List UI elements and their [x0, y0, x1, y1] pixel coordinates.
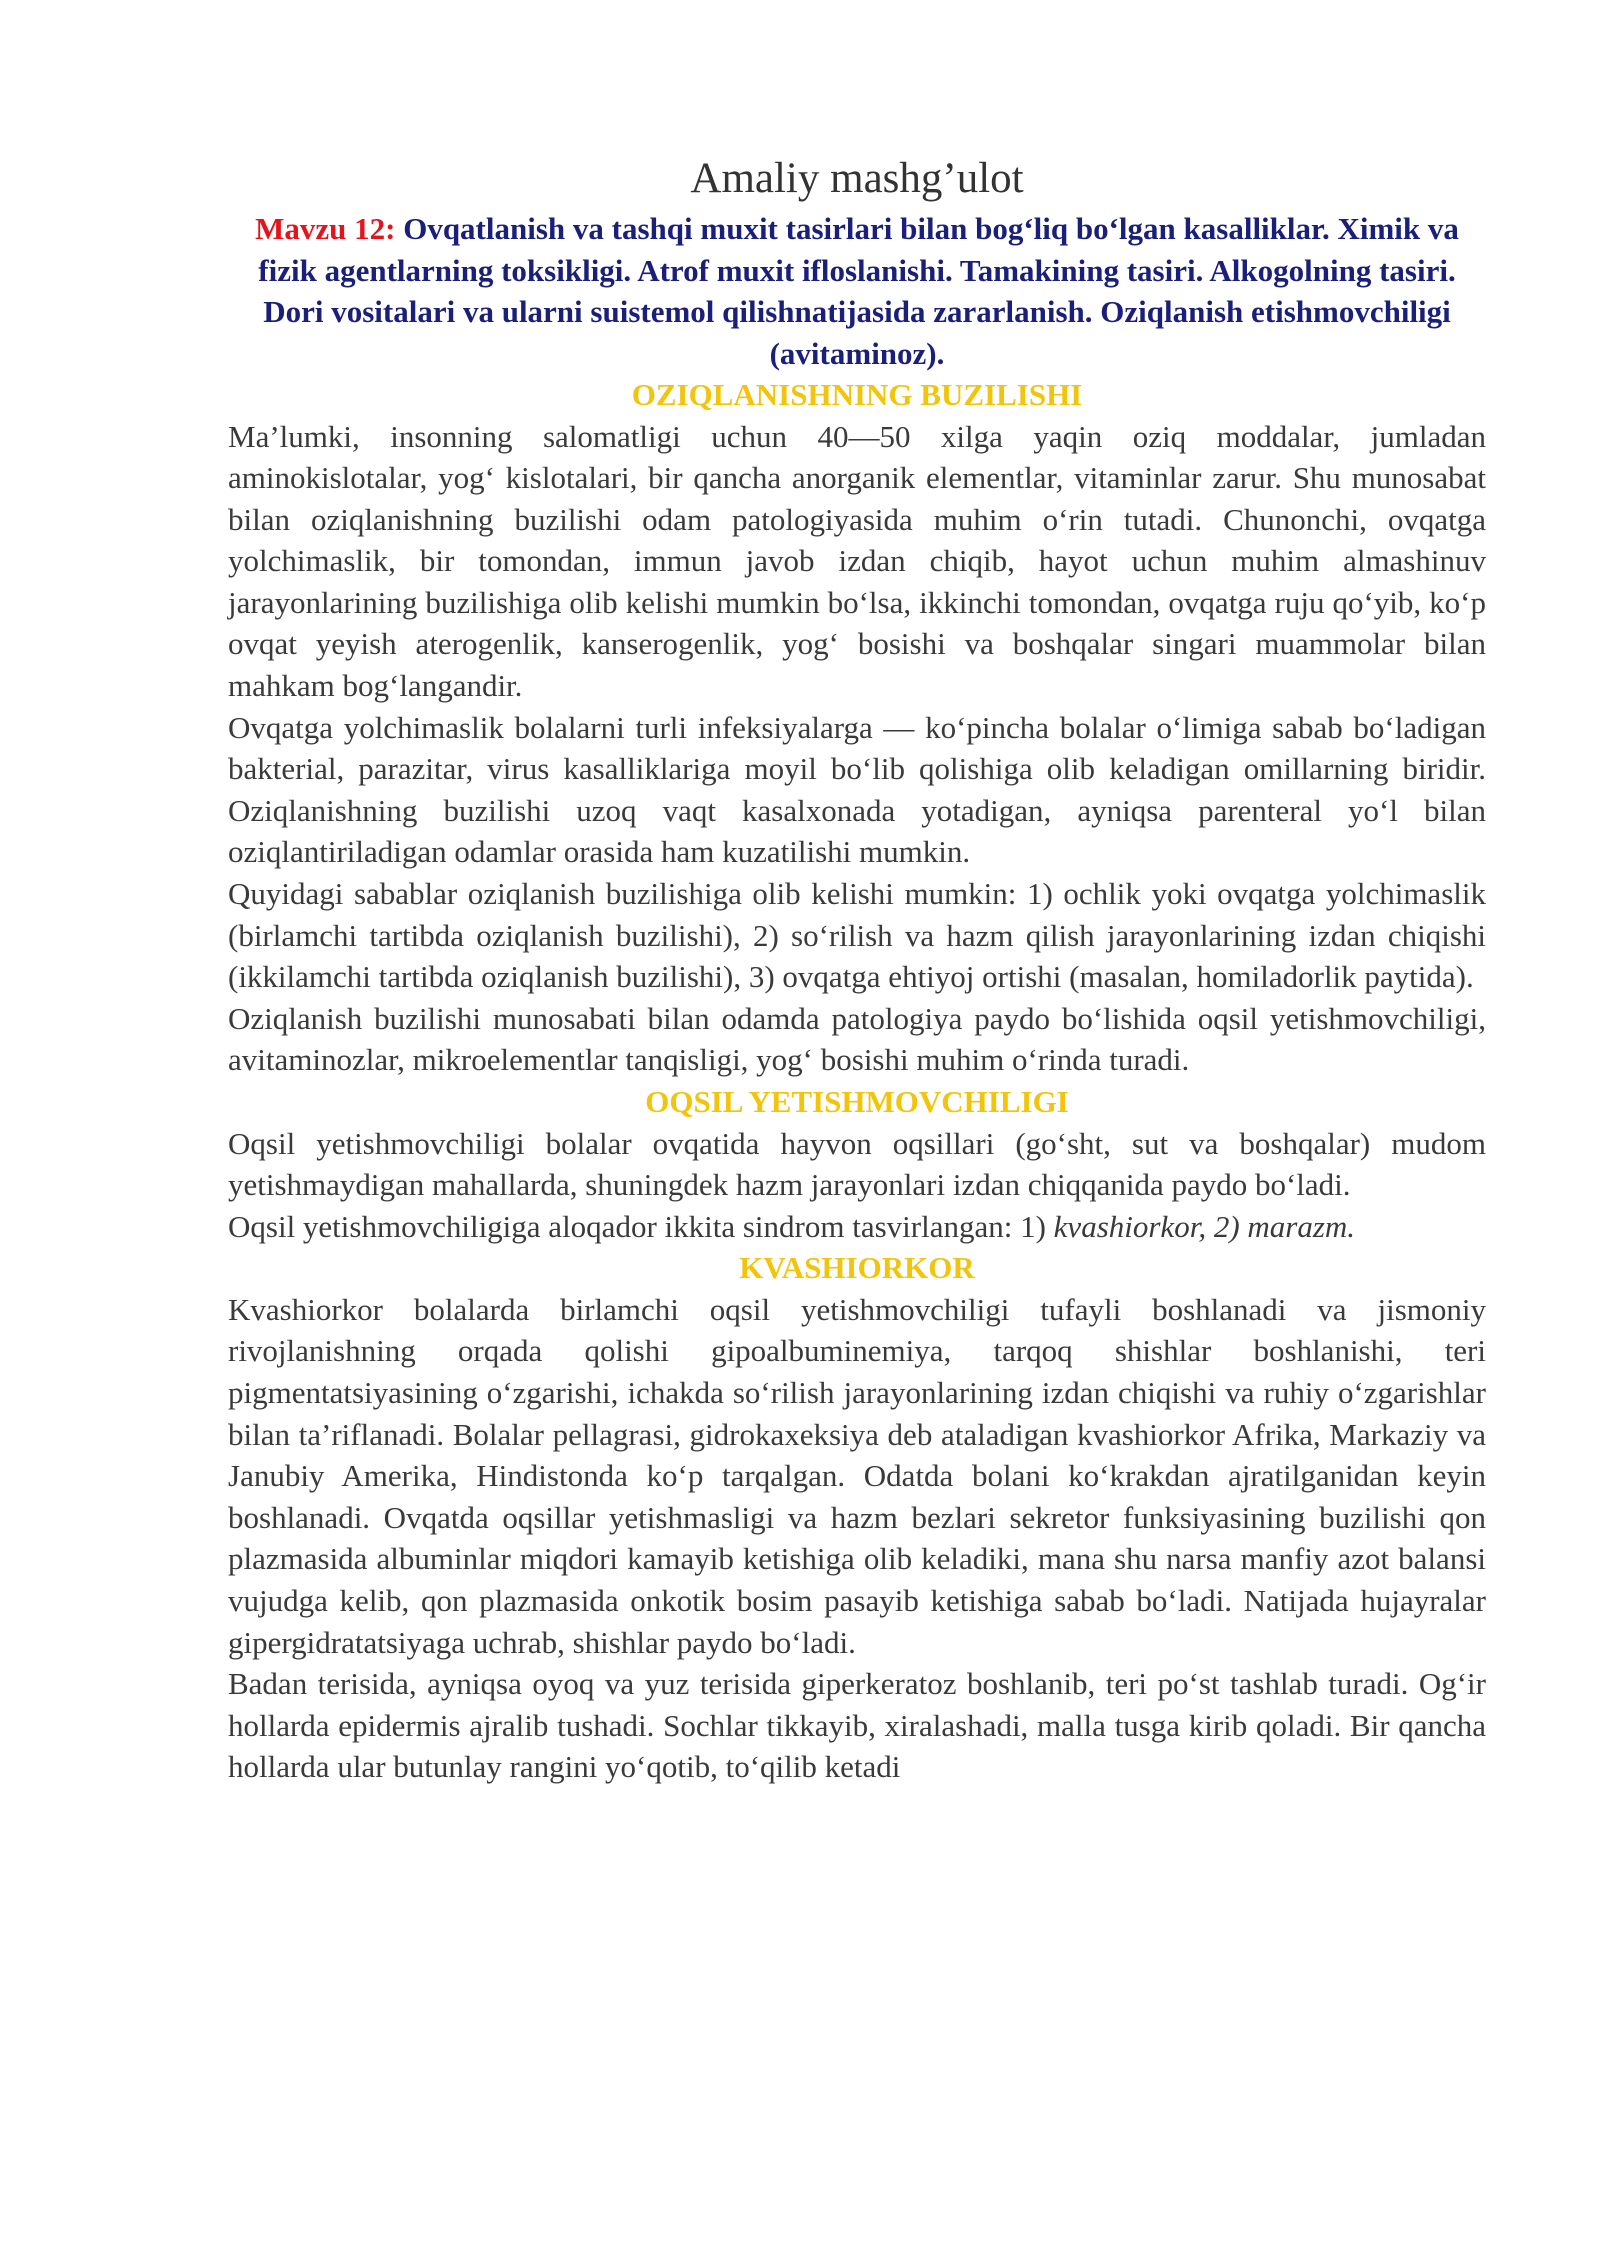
paragraph: Oqsil yetishmovchiligi bolalar ovqatida hayvon oqsillari (go‘sht, sut va boshqalar) mudom yetishmaydigan mahallarda, shuningdek hazm jarayonlari izdan chiqqanida paydo bo‘ladi. — [228, 1125, 1486, 1203]
section-heading-oqsil: OQSIL YETISHMOVCHILIGI — [645, 1084, 1069, 1119]
paragraph: Badan terisida, ayniqsa oyoq va yuz terisida giperkeratoz boshlanib, teri po‘st tashlab turadi. Og‘ir hollarda epidermis ajralib tushadi. Sochlar tikkayib, xiralashadi, malla tusga kirib qoladi. Bir qancha hollarda ular butunlay rangini yo‘qotib, to‘qilib ketadi — [228, 1666, 1486, 1785]
syndromes-paragraph — [228, 1206, 1486, 1248]
paragraph: Oziqlanish buzilishi munosabati bilan odamda patologiya paydo bo‘lishida oqsil yetishmovchiligi, avitaminozlar, mikroelementlar tanqisligi, yog‘ bosishi muhim o‘rinda turadi. — [228, 1000, 1486, 1078]
syndromes-lead: Oqsil yetishmovchiligiga aloqador ikkita sindrom tasvirlangan: 1) — [228, 1208, 1054, 1244]
document-page — [228, 150, 1486, 1788]
topic-text: Ovqatlanish va tashqi muxit tasirlari bilan bog‘liq bo‘lgan kasalliklar. Ximik va fizik agentlarning toksikligi. Atrof muxit ifloslanishi. Tamakining tasiri. Alkogolning tasiri. Dori vositalari va ularni suistemol qilishnatijasida zararlanish. Oziqlanish etishmovchiligi (avitaminoz). — [258, 211, 1459, 371]
paragraph: Ma’lumki, insonning salomatligi uchun 40—50 xilga yaqin oziq moddalar, jumladan aminokislotalar, yog‘ kislotalari, bir qancha anorganik elementlar, vitaminlar zarur. Shu munosabat bilan oziqlanishning buzilishi odam patologiyasida muhim o‘rin tutadi. Chunonchi, ovqatga yolchimaslik, bir tomondan, immun javob izdan chiqib, hayot uchun muhim almashinuv jarayonlarining buzilishiga olib kelishi mumkin bo‘lsa, ikkinchi tomondan, ovqatga ruju qo‘yib, ko‘p ovqat yeyish aterogenlik, kanserogenlik, yog‘ bosishi va boshqalar singari muammolar bilan mahkam bog‘langandir. — [228, 418, 1486, 704]
document-title: Amaliy mashg’ulot — [690, 155, 1024, 202]
topic-heading — [242, 208, 1472, 374]
paragraph: Quyidagi sabablar oziqlanish buzilishiga olib kelishi mumkin: 1) ochlik yoki ovqatga yolchimaslik (birlamchi tartibda oziqlanish buzilishi), 2) so‘rilish va hazm qilish jarayonlarining izdan chiqishi (ikkilamchi tartibda oziqlanish buzilishi), 3) ovqatga ehtiyoj ortishi (masalan, homiladorlik paytida). — [228, 876, 1486, 995]
paragraph: Ovqatga yolchimaslik bolalarni turli infeksiyalarga — ko‘pincha bolalar o‘limiga sabab bo‘ladigan bakterial, parazitar, virus kasalliklariga moyil bo‘lib qolishiga olib keladigan omillarning biridir. Oziqlanishning buzilishi uzoq vaqt kasalxonada yotadigan, ayniqsa parenteral yo‘l bilan oziqlantiriladigan odamlar orasida ham kuzatilishi mumkin. — [228, 709, 1486, 870]
section-heading-oziqlanish: OZIQLANISHNING BUZILISHI — [631, 377, 1083, 412]
paragraph: Kvashiorkor bolalarda birlamchi oqsil yetishmovchiligi tufayli boshlanadi va jismoniy rivojlanishning orqada qolishi gipoalbuminemiya, tarqoq shishlar boshlanishi, teri pigmentatsiyasining o‘zgarishi, ichakda so‘rilish jarayonlarining izdan chiqishi va ruhiy o‘zgarishlar bilan ta’riflanadi. Bolalar pellagrasi, gidrokaxeksiya deb ataladigan kvashiorkor Afrika, Markaziy va Janubiy Amerika, Hindistonda ko‘p tarqalgan. Odatda bolani ko‘krakdan ajratilganidan keyin boshlanadi. Ovqatda oqsillar yetishmasligi va hazm bezlari sekretor funksiyasining buzilishi qon plazmasida albuminlar miqdori kamayib ketishiga olib keladiki, mana shu narsa manfiy azot balansi vujudga kelib, qon plazmasida onkotik bosim pasayib ketishiga sabab bo‘ladi. Natijada hujayralar gipergidratatsiyaga uchrab, shishlar paydo bo‘ladi. — [228, 1291, 1486, 1660]
section-heading-kvashiorkor: KVASHIORKOR — [739, 1250, 975, 1286]
syndromes-list: kvashiorkor, 2) marazm. — [1053, 1208, 1356, 1244]
topic-label: Mavzu 12: — [255, 211, 396, 246]
